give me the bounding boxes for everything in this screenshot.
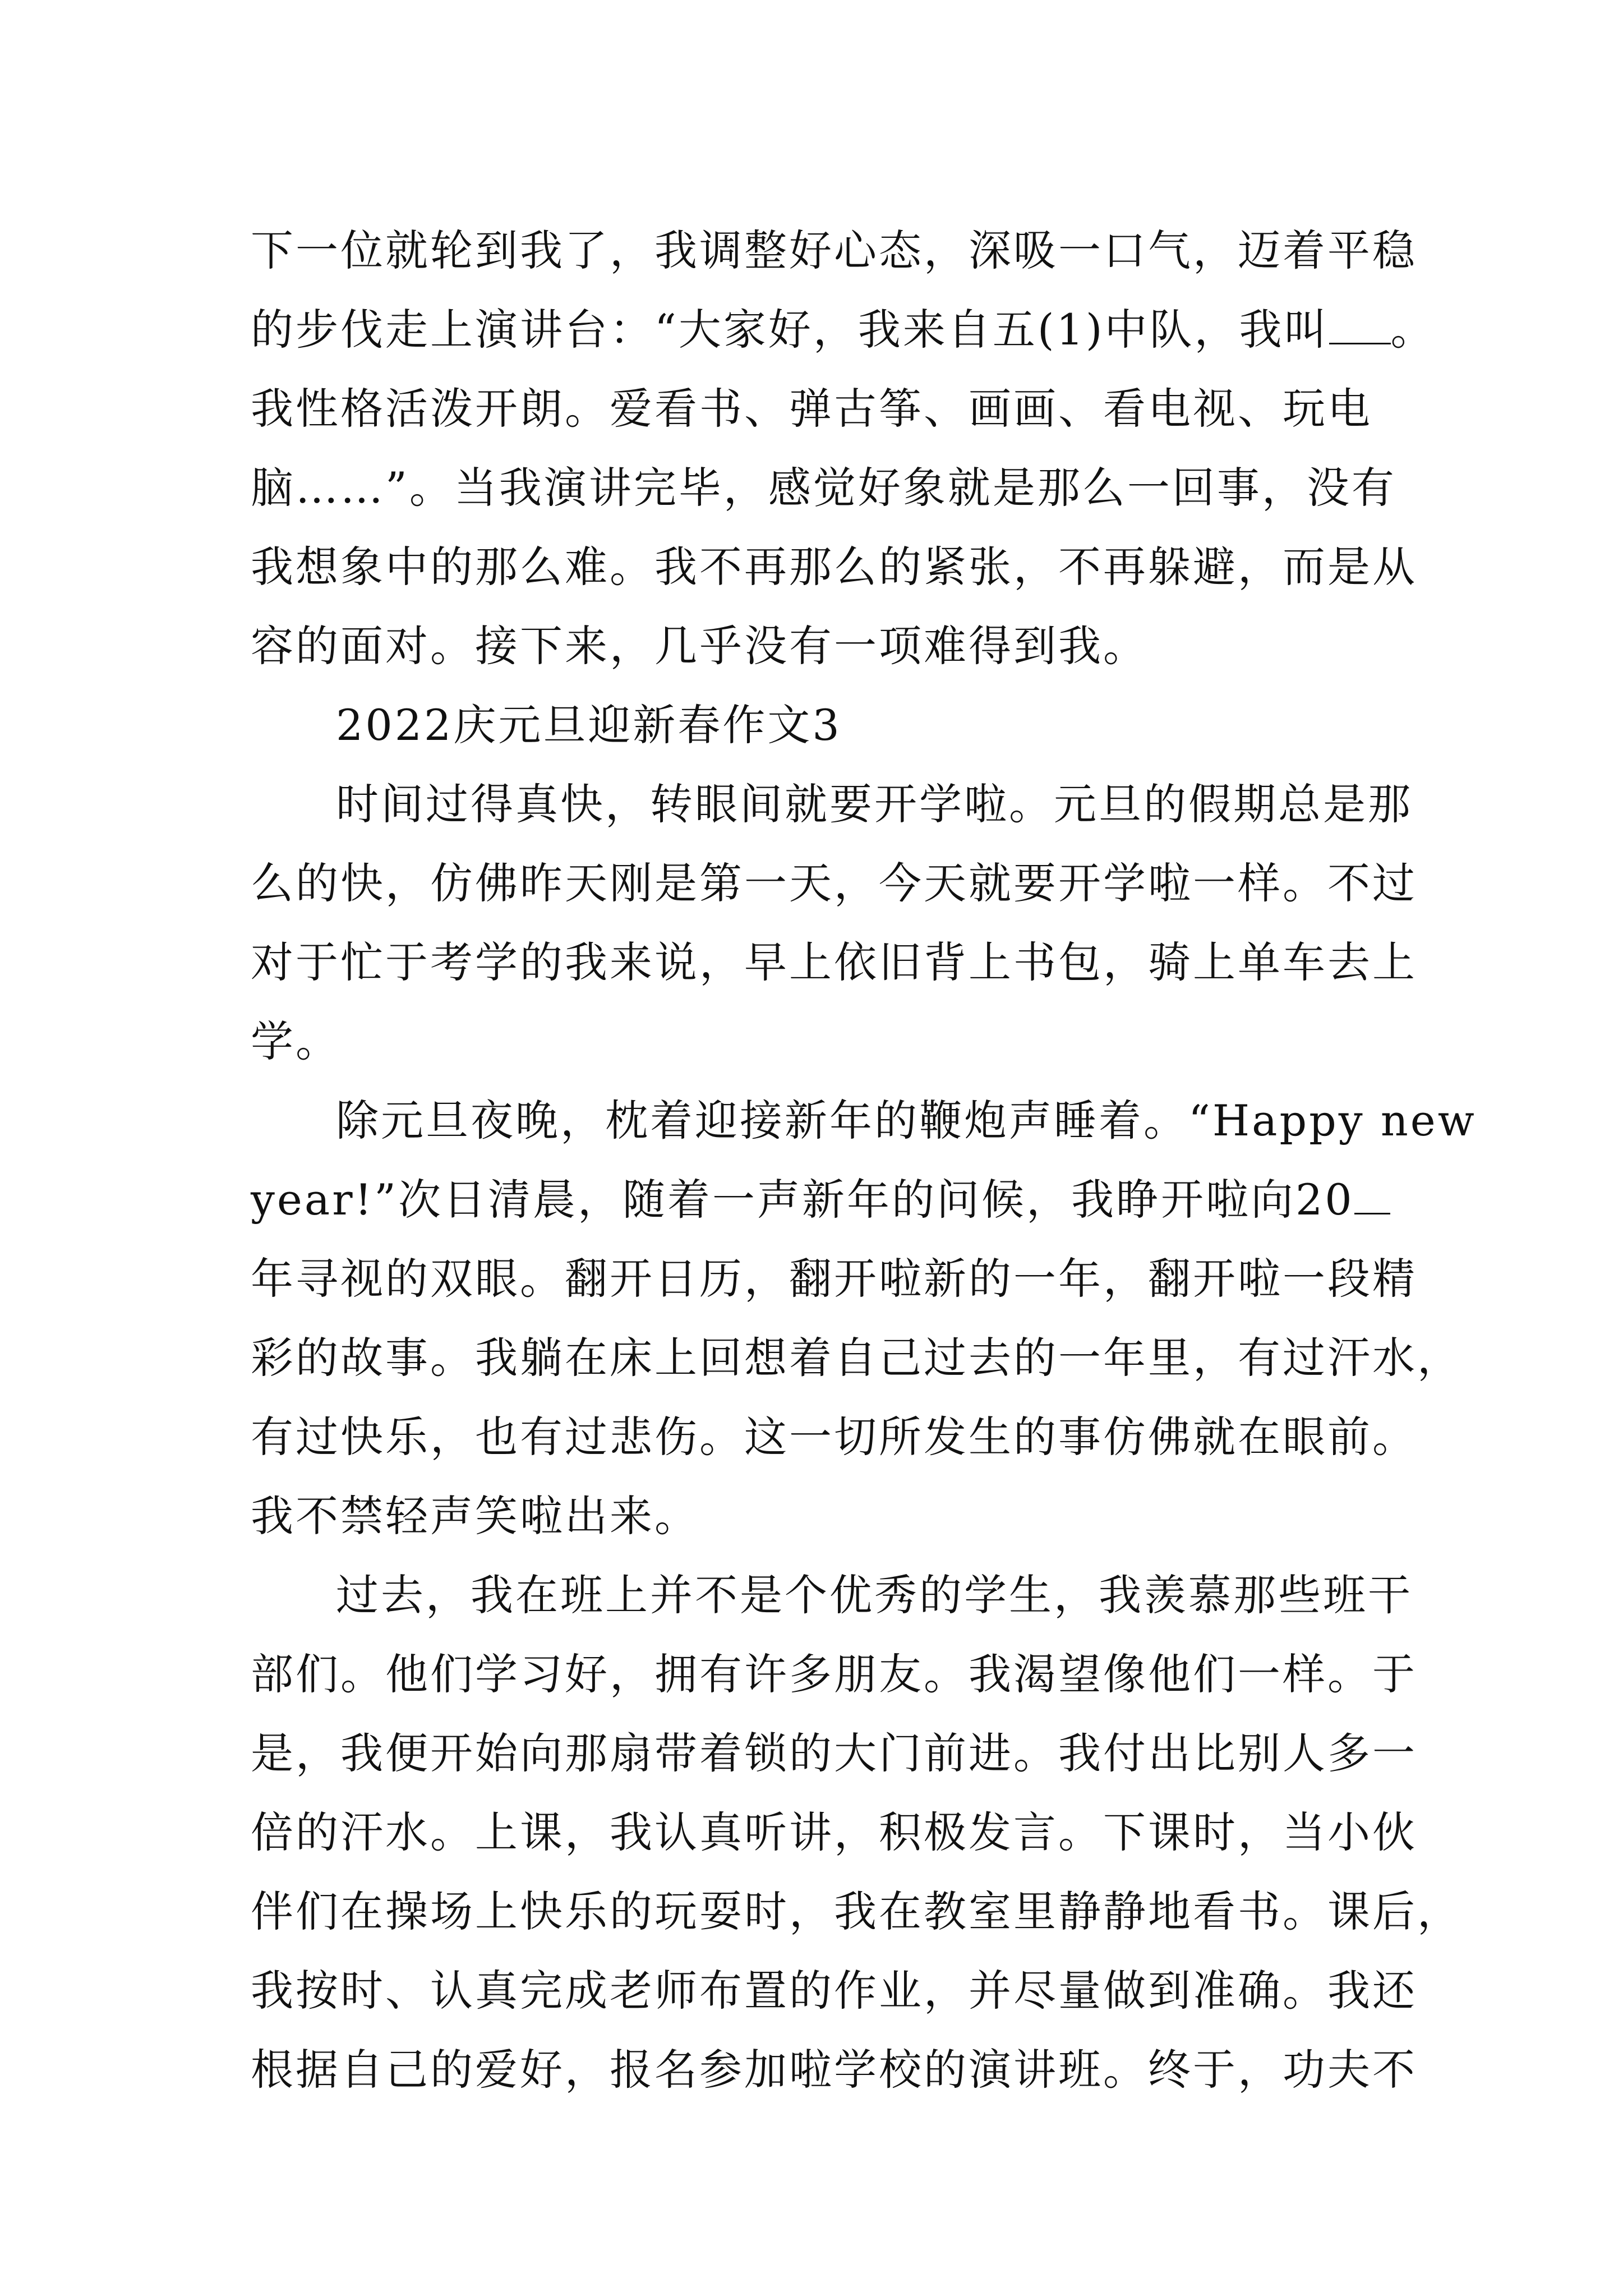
text-line: 伴们在操场上快乐的玩耍时，我在教室里静静地看书。课后， — [251, 1887, 1462, 1936]
heading-text: 2022庆元旦迎新春作文3 — [336, 700, 842, 750]
text-line: 我按时、认真完成老师布置的作业，并尽量做到准确。我还 — [251, 1966, 1417, 2016]
text-line: 么的快，仿佛昨天刚是第一天，今天就要开学啦一样。不过 — [251, 858, 1417, 908]
text-line: 对于忙于考学的我来说，早上依旧背上书包，骑上单车去上 — [251, 937, 1417, 987]
paragraph — [251, 211, 1436, 685]
document-body — [251, 211, 1477, 2109]
text-line — [251, 290, 1436, 369]
text-line: 除元旦夜晚，枕着迎接新年的鞭炮声睡着。“Happy new — [336, 1096, 1477, 1145]
text-line: 时间过得真快，转眼间就要开学啦。元旦的假期总是那 — [336, 779, 1413, 829]
paragraph — [251, 1556, 1462, 2109]
text-line: 有过快乐，也有过悲伤。这一切所发生的事仿佛就在眼前。 — [251, 1412, 1417, 1462]
paragraph — [251, 765, 1417, 1081]
text-segment: 。 — [1390, 305, 1436, 355]
text-line: 我不禁轻声笑啦出来。 — [251, 1491, 699, 1541]
text-line: 学。 — [251, 1016, 340, 1066]
text-line: 过去，我在班上并不是个优秀的学生，我羡慕那些班干 — [336, 1570, 1413, 1620]
text-line: 倍的汗水。上课，我认真听讲，积极发言。下课时，当小伙 — [251, 1807, 1417, 1857]
text-line — [251, 1160, 1417, 1239]
text-line: 脑……”。当我演讲完毕，感觉好象就是那么一回事，没有 — [251, 463, 1396, 513]
text-segment: year!”次日清晨，随着一声新年的问候，我睁开啦向20 — [251, 1175, 1354, 1225]
text-line: 容的面对。接下来，几乎没有一项难得到我。 — [251, 621, 1148, 671]
text-line: 我想象中的那么难。我不再那么的紧张，不再躲避，而是从 — [251, 542, 1417, 592]
paragraph — [251, 1081, 1477, 1556]
section-heading — [251, 685, 1417, 765]
text-line: 根据自己的爱好，报名参加啦学校的演讲班。终于，功夫不 — [251, 2045, 1417, 2095]
fill-in-blank — [1329, 307, 1391, 344]
text-line: 年寻视的双眼。翻开日历，翻开啦新的一年，翻开啦一段精 — [251, 1254, 1417, 1304]
text-line: 部们。他们学习好，拥有许多朋友。我渴望像他们一样。于 — [251, 1649, 1417, 1699]
text-line: 是，我便开始向那扇带着锁的大门前进。我付出比别人多一 — [251, 1728, 1417, 1778]
text-line: 我性格活泼开朗。爱看书、弹古筝、画画、看电视、玩电 — [251, 384, 1372, 434]
text-line: 彩的故事。我躺在床上回想着自己过去的一年里，有过汗水， — [251, 1333, 1462, 1383]
fill-in-blank — [1354, 1177, 1390, 1214]
text-line: 下一位就轮到我了，我调整好心态，深吸一口气，迈着平稳 — [251, 226, 1417, 275]
text-segment: 的步伐走上演讲台：“大家好，我来自五(1)中队，我叫 — [251, 305, 1329, 355]
